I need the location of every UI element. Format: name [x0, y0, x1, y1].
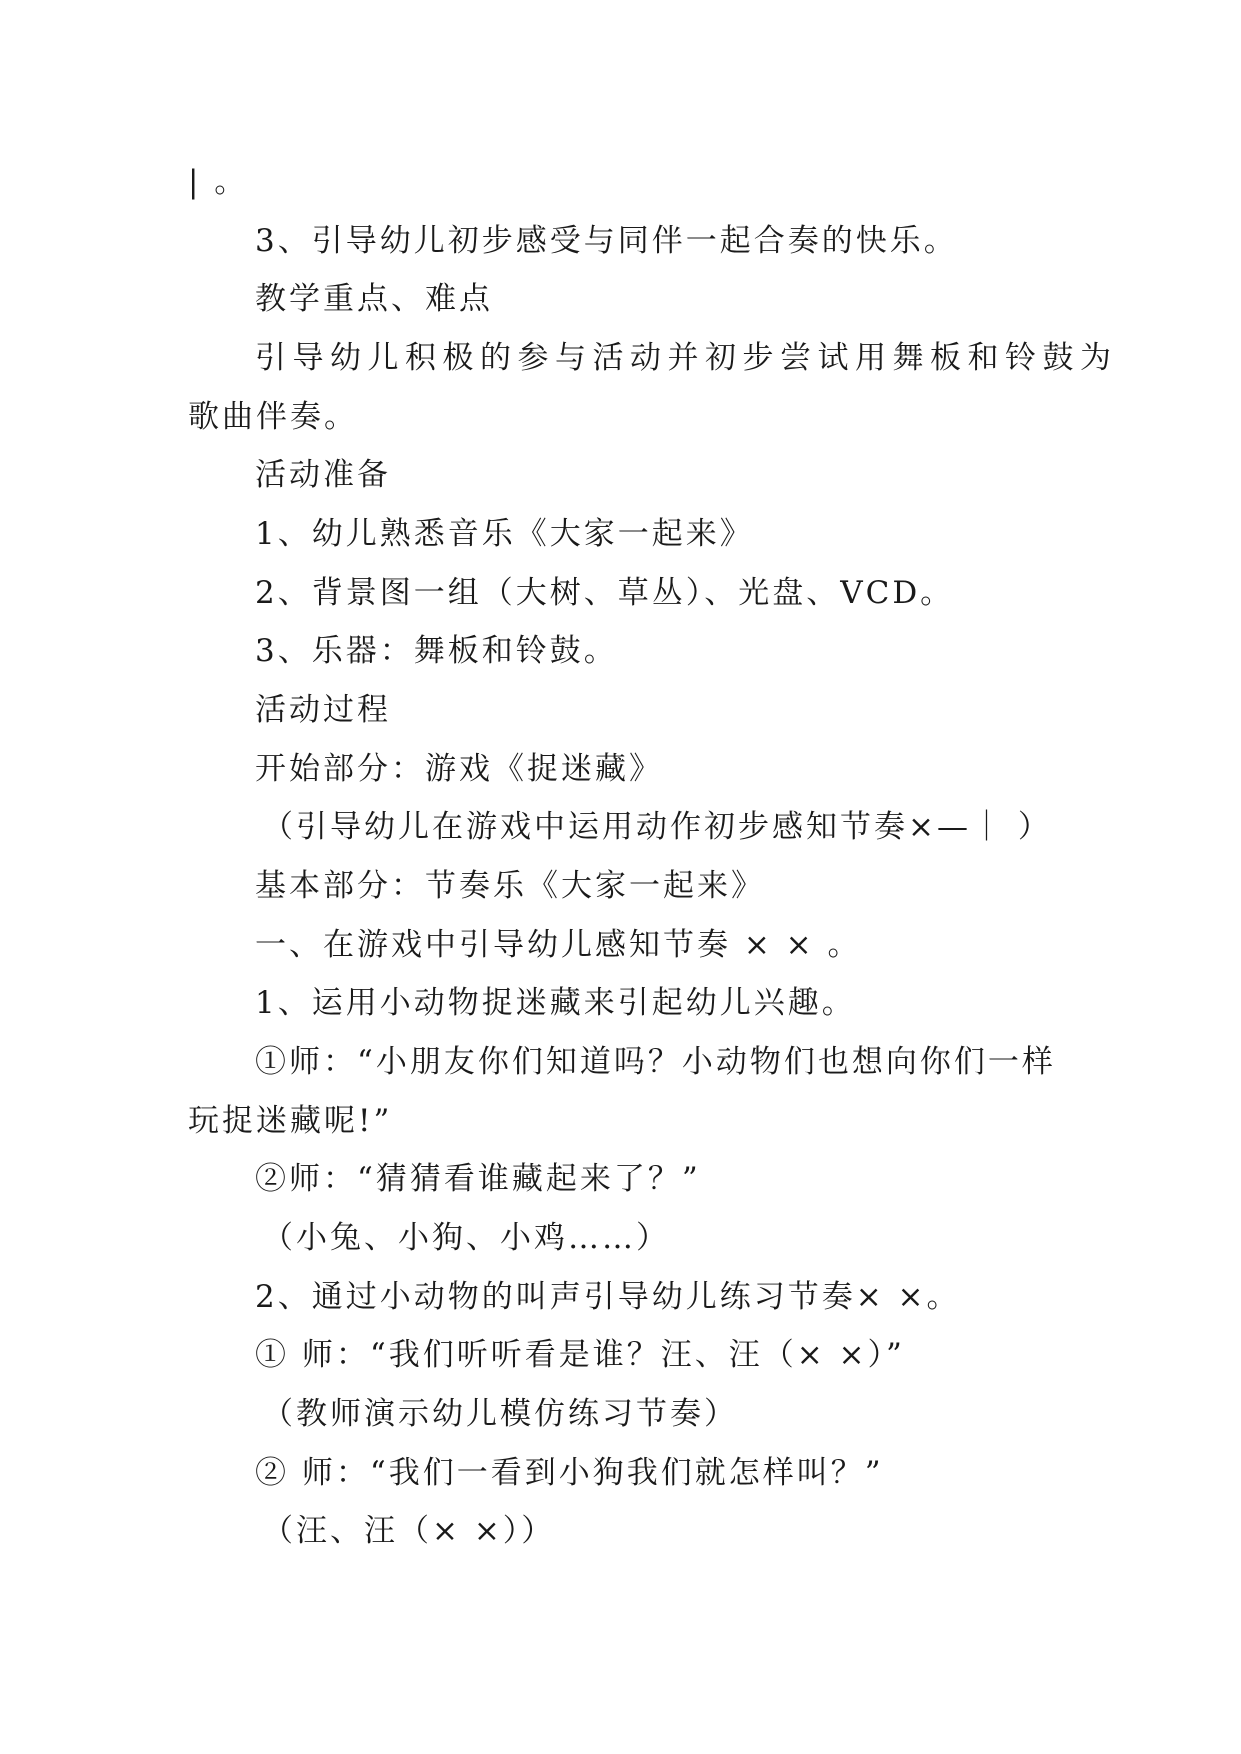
- text-line-4: 引导幼儿积极的参与活动并初步尝试用舞板和铃鼓为: [255, 340, 1118, 376]
- text-line-24: （汪、汪（× ×））: [262, 1513, 556, 1549]
- text-line-15: 1、运用小动物捉迷藏来引起幼儿兴趣。: [255, 985, 856, 1021]
- text-line-13: 基本部分：节奏乐《大家一起来》: [255, 868, 765, 904]
- section-heading-key-points: 教学重点、难点: [255, 281, 493, 317]
- text-line-17: 玩捉迷藏呢!”: [188, 1103, 393, 1139]
- text-line-18: ②师：“猜猜看谁藏起来了？”: [255, 1161, 701, 1197]
- text-line-21: ① 师：“我们听听看是谁？汪、汪（× ×）”: [255, 1337, 905, 1373]
- text-line-5: 歌曲伴奏。: [188, 399, 358, 435]
- text-line-16: ①师：“小朋友你们知道吗？小动物们也想向你们一样: [255, 1044, 1056, 1080]
- text-line-1: | 。: [188, 164, 249, 200]
- text-line-8: 2、背景图一组（大树、草丛）、光盘、VCD。: [255, 575, 955, 611]
- text-line-12: （引导幼儿在游戏中运用动作初步感知节奏×—｜ ）: [262, 809, 1052, 845]
- text-line-11: 开始部分：游戏《捉迷藏》: [255, 751, 663, 787]
- section-heading-process: 活动过程: [255, 692, 391, 728]
- text-line-2: 3、引导幼儿初步感受与同伴一起合奏的快乐。: [255, 223, 958, 259]
- text-line-23: ② 师：“我们一看到小狗我们就怎样叫？”: [255, 1455, 884, 1491]
- text-line-22: （教师演示幼儿模仿练习节奏）: [262, 1396, 738, 1432]
- text-line-9: 3、乐器：舞板和铃鼓。: [255, 633, 618, 669]
- text-line-20: 2、通过小动物的叫声引导幼儿练习节奏× ×。: [255, 1279, 961, 1315]
- text-line-7: 1、幼儿熟悉音乐《大家一起来》: [255, 516, 754, 552]
- section-heading-preparation: 活动准备: [255, 457, 391, 493]
- text-line-19: （小兔、小狗、小鸡……）: [262, 1220, 670, 1256]
- text-line-14: 一、在游戏中引导幼儿感知节奏 × × 。: [255, 927, 862, 963]
